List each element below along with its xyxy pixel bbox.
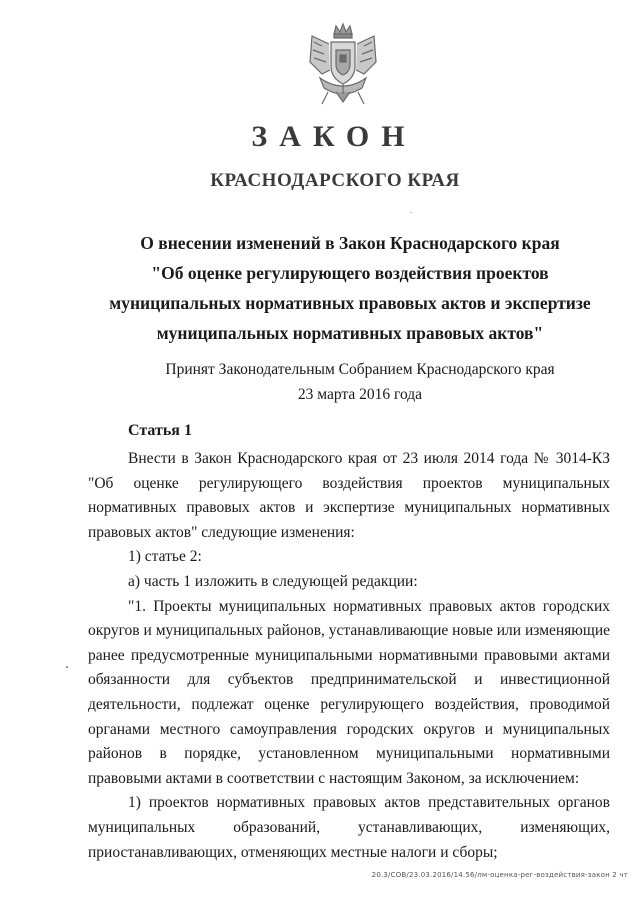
paragraph: 1) проектов нормативных правовых актов представительных органов муниципальных образований, устанавливающих, изменяющих, приостанавливающих, отменяющих местные налоги и сборы; <box>88 794 610 861</box>
subject-line: муниципальных нормативных правовых актов" <box>156 323 544 343</box>
law-subject <box>90 228 610 348</box>
scan-speck <box>66 666 68 668</box>
paragraph: Внести в Закон Краснодарского края от 23 июля 2014 года № 3014-КЗ "Об оценке регулирующего воздействия проектов муниципальных нормативных правовых актов и экспертизе муниципальных нормативных правовых актов" следующие изменения: <box>88 450 610 541</box>
scan-speck <box>410 212 412 213</box>
article-heading: Статья 1 <box>128 422 192 439</box>
law-title: ЗАКОН <box>251 120 417 153</box>
paragraph: 1) статье 2: <box>128 548 202 566</box>
paragraph: "1. Проекты муниципальных нормативных правовых актов городских округов и муниципальных районов, устанавливающие новые или изменяющие ранее предусмотренные муниципальными нормативными правовыми актами обязанности для субъектов предпринимательской и инвестиционной деятельности, подлежат оценке регулирующего воздействия, проводимой органами местного самоуправления городских округов и муниципальных районов в порядке, установленном муниципальными нормативными правовыми актами в соответствии с настоящим Законом, за исключением: <box>88 597 610 787</box>
subject-line: муниципальных нормативных правовых актов и экспертизе <box>109 293 591 313</box>
adoption-note <box>110 357 610 407</box>
paragraph: а) часть 1 изложить в следующей редакции: <box>128 572 418 590</box>
coat-of-arms-icon <box>300 22 386 108</box>
adoption-body: Принят Законодательным Собранием Краснодарского края <box>165 361 555 378</box>
adoption-date: 23 марта 2016 года <box>297 386 423 403</box>
region-title: КРАСНОДАРСКОГО КРАЯ <box>210 170 460 191</box>
document-footer-code: 20.3/СОВ/23.03.2016/14.56/лм-оценка-рег-воздействия-закон 2 чт <box>371 871 628 879</box>
subject-line: "Об оценке регулирующего воздействия проектов <box>151 263 549 283</box>
subject-line: О внесении изменений в Закон Краснодарского края <box>140 233 560 253</box>
article-body <box>88 447 610 865</box>
